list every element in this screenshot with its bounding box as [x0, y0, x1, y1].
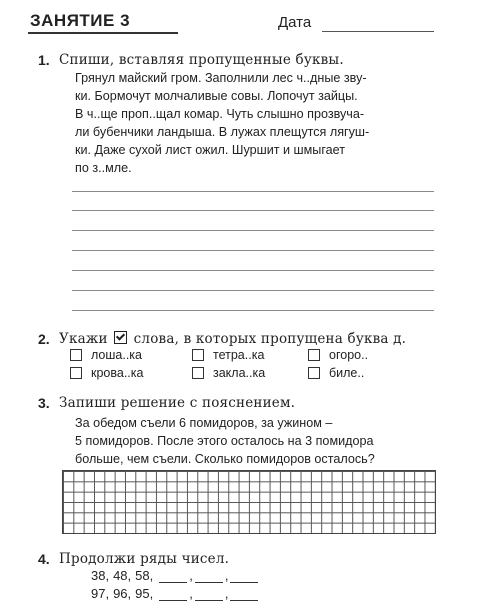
answer-blank[interactable] [159, 586, 187, 601]
task3-line: За обедом съели 6 помидоров, за ужином – [75, 416, 333, 430]
option-label: огоро.. [329, 348, 369, 362]
writing-line[interactable] [72, 210, 434, 211]
writing-line[interactable] [72, 290, 434, 291]
option-label: лоша..ка [91, 348, 143, 362]
sequence-value: 38, [91, 568, 110, 583]
option-checkbox[interactable] [308, 349, 320, 361]
sequence-comma: , [224, 568, 229, 583]
option-item[interactable] [308, 366, 364, 380]
task2-label-before: Укажи [59, 331, 108, 347]
task3-line: больше, чем съели. Сколько помидоров осталось? [75, 452, 375, 466]
answer-grid[interactable] [62, 470, 436, 534]
title-underline [28, 32, 178, 34]
sequence-comma: , [189, 586, 193, 601]
sequence-value: 97, [91, 586, 110, 601]
sequence-value: 96, [113, 586, 132, 601]
task1-instruction: Спиши, вставляя пропущенные буквы. [59, 52, 344, 68]
writing-line[interactable] [72, 191, 434, 192]
task1-line: по з..мле. [75, 161, 132, 175]
task2-label-after: слова, в которых пропущена буква д. [133, 331, 407, 347]
option-item[interactable] [308, 348, 368, 362]
option-checkbox[interactable] [70, 349, 82, 361]
task1-text [75, 69, 435, 177]
task4-instruction: Продолжи ряды чисел. [59, 551, 230, 567]
sequence-row-1 [91, 568, 260, 583]
answer-blank[interactable] [230, 568, 258, 583]
date-label: Дата [278, 14, 312, 31]
option-checkbox[interactable] [192, 367, 204, 379]
option-label: крова..ка [91, 366, 144, 380]
task1-line: Грянул майский гром. Заполнили лес ч..дные зву- [75, 71, 367, 85]
task3-instruction: Запиши решение с пояснением. [59, 395, 296, 411]
option-checkbox[interactable] [70, 367, 82, 379]
option-checkbox[interactable] [308, 367, 320, 379]
option-checkbox[interactable] [192, 349, 204, 361]
checkmark-box-icon [114, 331, 127, 344]
sequence-row-2 [91, 586, 260, 601]
task3-number: 3. [38, 395, 50, 411]
sequence-value: 48, [113, 568, 132, 583]
option-item[interactable] [70, 366, 143, 380]
sequence-comma: , [224, 586, 229, 601]
writing-line[interactable] [72, 310, 434, 311]
answer-blank[interactable] [195, 586, 223, 601]
task3-line: 5 помидоров. После этого осталось на 3 помидора [75, 434, 374, 448]
task1-line: ки. Бормочут молчаливые совы. Лопочут зайцы. [75, 89, 358, 103]
task1-line: ли бубенчики ландыша. В лужах плещутся лягуш- [75, 125, 370, 139]
answer-blank[interactable] [230, 586, 258, 601]
sequence-value: 95, [135, 586, 154, 601]
option-item[interactable] [192, 348, 264, 362]
option-label: тетра..ка [213, 348, 265, 362]
option-item[interactable] [70, 348, 142, 362]
option-item[interactable] [192, 366, 265, 380]
task4-number: 4. [38, 551, 50, 567]
task1-number: 1. [38, 52, 50, 68]
option-label: закла..ка [213, 366, 266, 380]
task1-line: В ч..ще проп..щал комар. Чуть слышно прозвуча- [75, 107, 365, 121]
sequence-comma: , [189, 568, 193, 583]
writing-line[interactable] [72, 270, 434, 271]
lesson-title: ЗАНЯТИЕ 3 [30, 11, 131, 30]
sequence-value: 58, [135, 568, 154, 583]
task2-number: 2. [38, 331, 50, 347]
date-field[interactable] [322, 31, 434, 32]
task1-line: ки. Даже сухой лист ожил. Шуршит и шмыгает [75, 143, 346, 157]
task2-instruction [59, 331, 406, 347]
writing-line[interactable] [72, 250, 434, 251]
answer-blank[interactable] [195, 568, 223, 583]
answer-blank[interactable] [159, 568, 187, 583]
task3-text [75, 414, 435, 468]
writing-line[interactable] [72, 230, 434, 231]
option-label: биле.. [329, 366, 365, 380]
